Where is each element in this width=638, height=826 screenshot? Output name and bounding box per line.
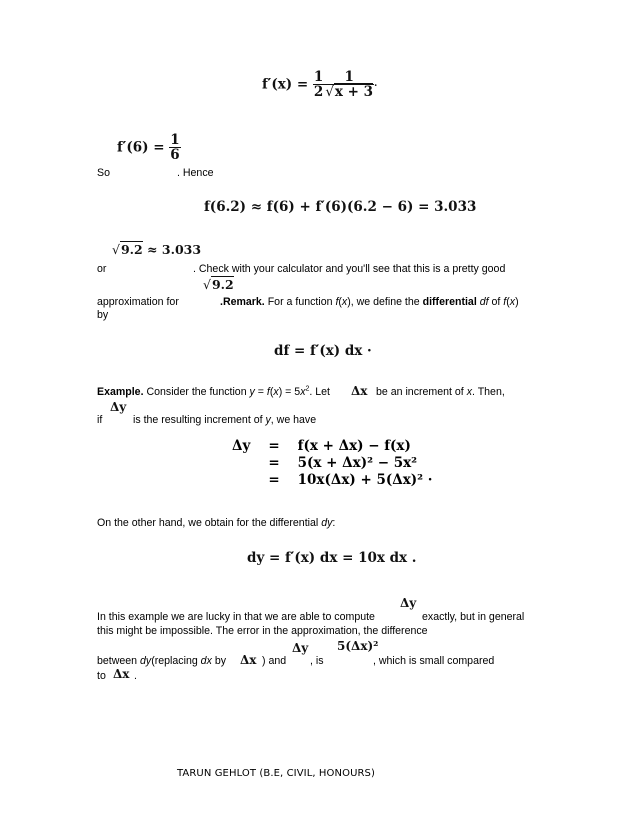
remark-text: ( xyxy=(506,296,510,308)
eq-end: · xyxy=(374,81,378,92)
remark-text: of xyxy=(488,296,504,308)
remark-text: ) xyxy=(515,296,519,308)
footer-author: TARUN GEHLOT (B.E, CIVIL, HONOURS) xyxy=(177,768,375,779)
delta-x-inline-2: Δx xyxy=(240,653,257,667)
to-text: to xyxy=(97,670,106,682)
between-is-text: , is xyxy=(310,655,324,667)
dy-equation: dy = f′(x) dx = 10x dx . xyxy=(247,550,417,566)
example-text: ( xyxy=(269,386,274,398)
example-superscript: 2 xyxy=(305,385,310,393)
other-text: dy xyxy=(321,517,333,529)
example-text: be an increment of xyxy=(376,386,467,398)
delta-x-inline: Δx xyxy=(351,384,368,398)
by-text: by xyxy=(97,309,109,321)
sqrt92-equation xyxy=(203,277,234,292)
remark-bold-term: differential xyxy=(422,296,477,308)
remark-text: df xyxy=(479,296,489,308)
example-text: . Let xyxy=(309,386,331,398)
example-text: = xyxy=(254,386,267,398)
remark-text: For a function xyxy=(264,296,336,308)
other-text: On the other hand, we obtain for the differential xyxy=(97,517,322,529)
eq-rest: ≈ 3.033 xyxy=(142,242,202,257)
example-paragraph xyxy=(97,386,330,399)
eq-row-lhs xyxy=(228,455,254,472)
impossible-text: this might be impossible. The error in the approximation, the difference xyxy=(97,625,428,637)
remark-text: f xyxy=(335,296,339,308)
delta-y-inline: Δy xyxy=(110,400,127,414)
fraction-sixth xyxy=(169,133,180,163)
or-text: or xyxy=(97,263,107,275)
radicand: x + 3 xyxy=(334,84,374,101)
derivative-equation xyxy=(262,70,377,100)
remark-text: ( xyxy=(338,296,342,308)
fraction-num: 1 xyxy=(344,69,354,85)
small-compared-text: , which is small compared xyxy=(373,655,495,667)
approx-equation: f(6.2) ≈ f(6) + f′(6)(6.2 − 6) = 3.033 xyxy=(204,199,477,215)
fraction-num: 1 xyxy=(313,69,324,85)
fraction-den xyxy=(324,84,374,100)
example-text: x xyxy=(273,386,279,398)
resulting-text: is the resulting increment of xyxy=(133,414,266,426)
eq-row xyxy=(228,455,437,472)
eq-row-rel: = xyxy=(268,455,280,471)
eq-lhs: f′(x) = xyxy=(262,76,309,93)
resulting-text: , we have xyxy=(270,414,317,426)
lucky-text: In this example we are lucky in that we are able to compute xyxy=(97,611,375,623)
between-text-part: dx xyxy=(200,655,212,667)
example-label: Example. xyxy=(97,386,144,398)
example-text: . Then, xyxy=(472,386,505,398)
radical-sign: √ xyxy=(203,277,211,292)
resulting-increment-text xyxy=(133,414,316,427)
eq-row-rhs: f(x + Δx) − f(x) xyxy=(297,438,411,454)
eq-row-rhs: 5(x + Δx)² − 5x² xyxy=(297,455,418,471)
example-text: Consider the function xyxy=(143,386,250,398)
remark-text: f xyxy=(503,296,507,308)
other-hand-text xyxy=(97,517,335,530)
remark-text: x xyxy=(509,296,516,308)
radical-sign: √ xyxy=(112,242,120,257)
between-text-part: by xyxy=(211,655,227,667)
fraction-den: 2 xyxy=(313,84,324,101)
eq-lhs: f′(6) = xyxy=(117,139,165,156)
example-text: x xyxy=(300,386,306,398)
eq-row xyxy=(228,438,437,455)
example-text: f xyxy=(266,386,270,398)
example-text: y xyxy=(249,386,255,398)
differential-equation: df = f′(x) dx · xyxy=(274,343,372,359)
delta-y-inline-3: Δy xyxy=(292,641,309,655)
remark-text: ), we define the xyxy=(347,296,423,308)
example-text: x xyxy=(466,386,472,398)
eq-row-rel: = xyxy=(268,472,280,488)
between-and-text: ) and xyxy=(262,655,287,667)
to-end-text: . xyxy=(134,670,137,682)
hence-text: . Hence xyxy=(177,167,214,179)
radicand: 9.2 xyxy=(211,277,234,292)
radicand: 9.2 xyxy=(120,242,143,257)
between-text-part: (replacing xyxy=(151,655,201,667)
example-continued xyxy=(376,386,505,399)
remark-label: .Remark. xyxy=(220,296,265,308)
other-text: : xyxy=(332,517,336,529)
delta-y-system xyxy=(228,438,437,489)
eq-row-rel: = xyxy=(268,438,280,454)
so-text: So xyxy=(97,167,110,179)
fraction-num: 1 xyxy=(170,132,180,148)
fraction-inv-sqrt xyxy=(324,70,374,100)
delta-y-inline-2: Δy xyxy=(400,596,417,610)
eq-row xyxy=(228,472,437,489)
check-text: . Check with your calculator and you'll see that this is a pretty good xyxy=(193,263,506,275)
approximation-for-text: approximation for xyxy=(97,296,179,308)
sqrt-approx-equation xyxy=(112,242,201,257)
exactly-text: exactly, but in general xyxy=(422,611,525,623)
radical-sign: √ xyxy=(325,84,334,101)
delta-x-inline-3: Δx xyxy=(113,667,130,681)
f6-equation xyxy=(117,133,181,163)
error-term-inline: 5(Δx)² xyxy=(337,639,379,653)
if-text: if xyxy=(97,414,103,426)
between-text-part: between xyxy=(97,655,140,667)
eq-row-rhs: 10x(Δx) + 5(Δx)² · xyxy=(297,472,433,488)
fraction-den: 6 xyxy=(170,147,180,164)
remark-paragraph xyxy=(220,296,519,309)
eq-row-lhs xyxy=(228,472,254,489)
between-text-part: dy xyxy=(140,655,152,667)
resulting-text: y xyxy=(265,414,271,426)
remark-text: x xyxy=(341,296,348,308)
example-text: ) = 5 xyxy=(278,386,301,398)
eq-row-lhs: Δy xyxy=(232,438,251,454)
fraction-half xyxy=(313,70,324,100)
